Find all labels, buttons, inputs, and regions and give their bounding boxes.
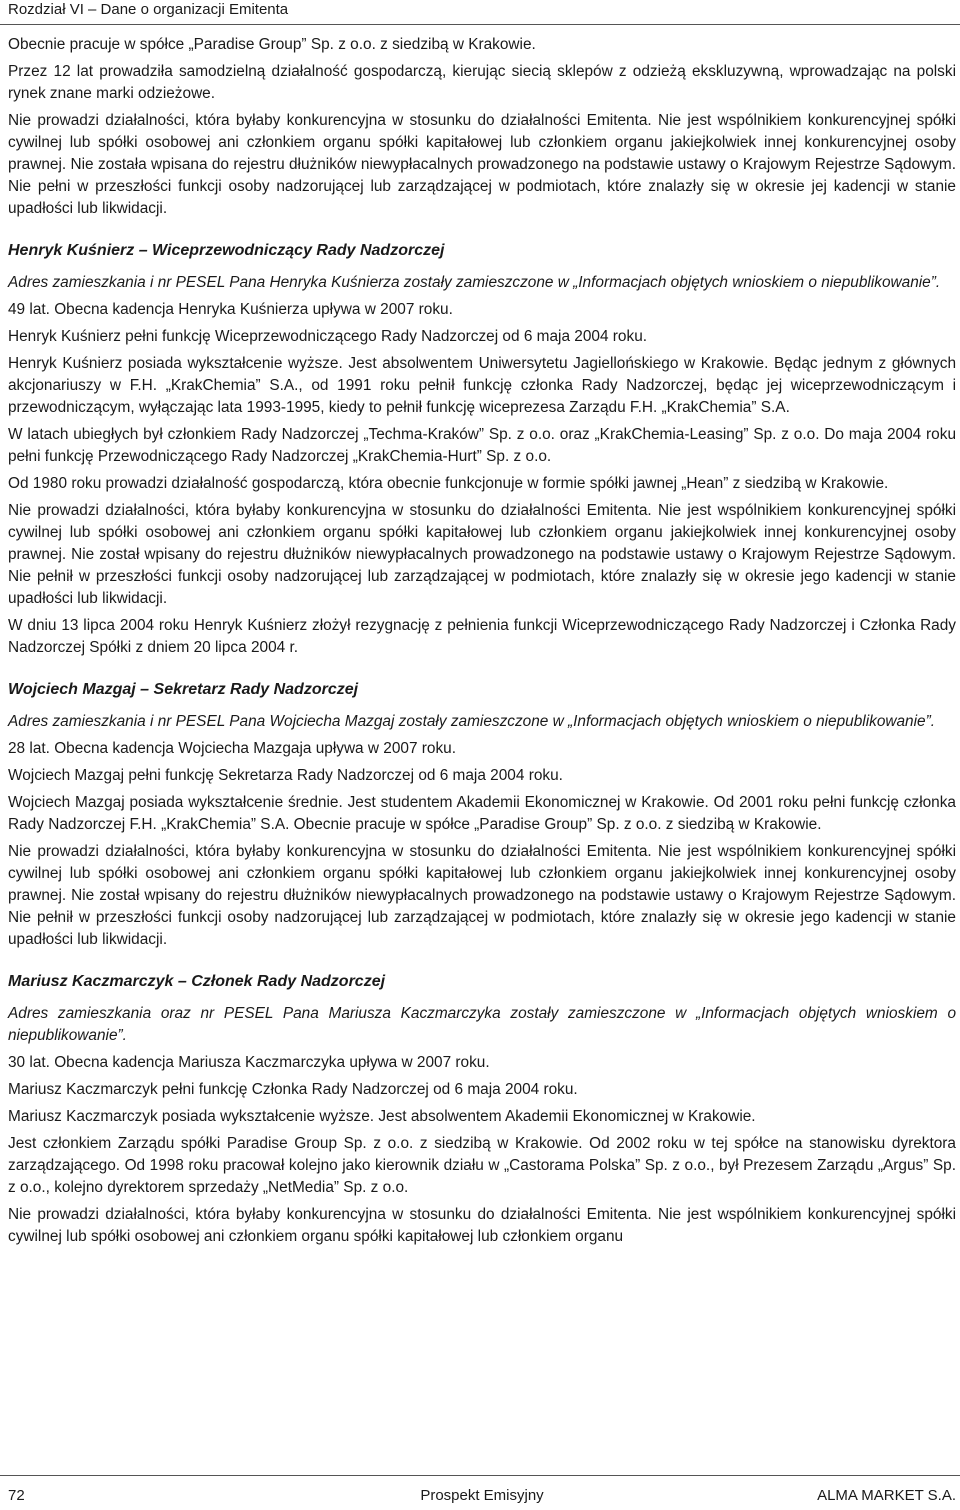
paragraph: Przez 12 lat prowadziła samodzielną działalność gospodarczą, kierując siecią sklepów z odzieżą ekskluzywną, wprowadzając na polski rynek znane marki odzieżowe. bbox=[8, 63, 956, 102]
paragraph: Henryk Kuśnierz pełni funkcję Wiceprzewodniczącego Rady Nadzorczej od 6 maja 2004 roku. bbox=[8, 328, 648, 345]
header-divider bbox=[0, 24, 960, 25]
paragraph: Wojciech Mazgaj pełni funkcję Sekretarza Rady Nadzorczej od 6 maja 2004 roku. bbox=[8, 767, 563, 784]
document-body bbox=[8, 34, 956, 1253]
footer-company: ALMA MARKET S.A. bbox=[817, 1487, 956, 1504]
footer-document-title: Prospekt Emisyjny bbox=[420, 1487, 544, 1504]
page-number: 72 bbox=[8, 1487, 25, 1504]
section-heading-kaczmarczyk: Mariusz Kaczmarczyk – Członek Rady Nadzorczej bbox=[8, 973, 386, 990]
running-header bbox=[8, 0, 960, 24]
paragraph: Od 1980 roku prowadzi działalność gospodarczą, która obecnie funkcjonuje w formie spółki jawnej „Hean” z siedzibą w Krakowie. bbox=[8, 475, 889, 492]
paragraph: Mariusz Kaczmarczyk posiada wykształcenie wyższe. Jest absolwentem Akademii Ekonomicznej w Krakowie. bbox=[8, 1108, 756, 1125]
paragraph: W dniu 13 lipca 2004 roku Henryk Kuśnierz złożył rezygnację z pełnienia funkcji Wiceprzewodniczącego Rady Nadzorczej i Członka Rady Nadzorczej Spółki z dniem 20 lipca 2004 r. bbox=[8, 617, 956, 656]
paragraph: Nie prowadzi działalności, która byłaby konkurencyjna w stosunku do działalności Emitenta. Nie jest wspólnikiem konkurencyjnej spółki cywilnej lub spółki osobowej ani członkiem organu spółki kapitałowej lub członkiem organu jakiejkolwiek innej konkurencyjnej osoby prawnej. Nie została wpisana do rejestru dłużników niewypłacalnych prowadzonego na podstawie ustawy o Krajowym Rejestrze Sądowym. Nie pełni w przeszłości funkcji osoby nadzorującej lub zarządzającej w podmiotach, które znalazły się w okresie jej kadencji w stanie upadłości lub likwidacji. bbox=[8, 112, 956, 217]
paragraph-italic: Adres zamieszkania i nr PESEL Pana Henryka Kuśnierza zostały zamieszczone w „Informacjach objętych wnioskiem o niepublikowanie”. bbox=[8, 274, 941, 291]
paragraph: Mariusz Kaczmarczyk pełni funkcję Członka Rady Nadzorczej od 6 maja 2004 roku. bbox=[8, 1081, 578, 1098]
paragraph: Nie prowadzi działalności, która byłaby konkurencyjna w stosunku do działalności Emitenta. Nie jest wspólnikiem konkurencyjnej spółki cywilnej lub spółki osobowej ani członkiem organu spółki kapitałowej lub członkiem organu jakiejkolwiek innej konkurencyjnej osoby prawnej. Nie został wpisany do rejestru dłużników niewypłacalnych prowadzonego na podstawie ustawy o Krajowym Rejestrze Sądowym. Nie pełnił w przeszłości funkcji osoby nadzorującej lub zarządzającej w podmiotach, które znalazły się w okresie jego kadencji w stanie upadłości lub likwidacji. bbox=[8, 502, 956, 607]
paragraph: Wojciech Mazgaj posiada wykształcenie średnie. Jest studentem Akademii Ekonomicznej w Krakowie. Od 2001 roku pełni funkcję członka Rady Nadzorczej F.H. „KrakChemia” S.A. Obecnie pracuje w spółce „Paradise Group” Sp. z o.o. z siedzibą w Krakowie. bbox=[8, 794, 956, 833]
paragraph: W latach ubiegłych był członkiem Rady Nadzorczej „Techma-Kraków” Sp. z o.o. oraz „KrakChemia-Leasing” Sp. z o.o. Do maja 2004 roku pełni funkcję Przewodniczącego Rady Nadzorczej „KrakChemia-Hurt” Sp. z o.o. bbox=[8, 426, 956, 465]
paragraph-italic: Adres zamieszkania oraz nr PESEL Pana Mariusza Kaczmarczyka zostały zamieszczone w „Informacjach objętych wnioskiem o niepublikowanie”. bbox=[8, 1005, 956, 1044]
paragraph: Nie prowadzi działalności, która byłaby konkurencyjna w stosunku do działalności Emitenta. Nie jest wspólnikiem konkurencyjnej spółki cywilnej lub spółki osobowej ani członkiem organu spółki kapitałowej lub członkiem organu jakiejkolwiek innej konkurencyjnej osoby prawnej. Nie został wpisany do rejestru dłużników niewypłacalnych prowadzonego na podstawie ustawy o Krajowym Rejestrze Sądowym. Nie pełnił w przeszłości funkcji osoby nadzorującej lub zarządzającej w podmiotach, które znalazły się w okresie jego kadencji w stanie upadłości lub likwidacji. bbox=[8, 843, 956, 948]
paragraph: Jest członkiem Zarządu spółki Paradise Group Sp. z o.o. z siedzibą w Krakowie. Od 2002 roku w tej spółce na stanowisku dyrektora zarządzającego. Od 1998 roku pracował kolejno jako kierownik działu w „Castorama Polska” Sp. z o.o., był Prezesem Zarządu „Argus” Sp. z o.o., kolejno dyrektorem sprzedaży „NetMedia” Sp. z o.o. bbox=[8, 1135, 956, 1196]
paragraph: Henryk Kuśnierz posiada wykształcenie wyższe. Jest absolwentem Uniwersytetu Jagiellońskiego w Krakowie. Będąc jednym z głównych akcjonariuszy w F.H. „KrakChemia” S.A., od 1991 roku pełnił funkcję członka Rady Nadzorczej, będąc jej wiceprzewodniczącym i przewodniczącym, wyłączając lata 1993-1995, kiedy to pełnił funkcję wiceprezesa Zarządu F.H. „KrakChemia” S.A. bbox=[8, 355, 956, 416]
paragraph: 28 lat. Obecna kadencja Wojciecha Mazgaja upływa w 2007 roku. bbox=[8, 740, 457, 757]
running-footer bbox=[8, 1486, 956, 1506]
section-heading-mazgaj: Wojciech Mazgaj – Sekretarz Rady Nadzorczej bbox=[8, 681, 359, 698]
chapter-title: Rozdział VI – Dane o organizacji Emitenta bbox=[8, 1, 289, 18]
paragraph: 30 lat. Obecna kadencja Mariusza Kaczmarczyka upływa w 2007 roku. bbox=[8, 1054, 490, 1071]
paragraph: 49 lat. Obecna kadencja Henryka Kuśnierza upływa w 2007 roku. bbox=[8, 301, 453, 318]
paragraph-italic: Adres zamieszkania i nr PESEL Pana Wojciecha Mazgaj zostały zamieszczone w „Informacjach objętych wnioskiem o niepublikowanie”. bbox=[8, 713, 935, 730]
paragraph: Obecnie pracuje w spółce „Paradise Group” Sp. z o.o. z siedzibą w Krakowie. bbox=[8, 36, 536, 53]
section-heading-kusnierz: Henryk Kuśnierz – Wiceprzewodniczący Rady Nadzorczej bbox=[8, 242, 445, 259]
paragraph: Nie prowadzi działalności, która byłaby konkurencyjna w stosunku do działalności Emitenta. Nie jest wspólnikiem konkurencyjnej spółki cywilnej lub spółki osobowej ani członkiem organu spółki kapitałowej lub członkiem organu bbox=[8, 1206, 956, 1245]
footer-divider bbox=[0, 1475, 960, 1476]
